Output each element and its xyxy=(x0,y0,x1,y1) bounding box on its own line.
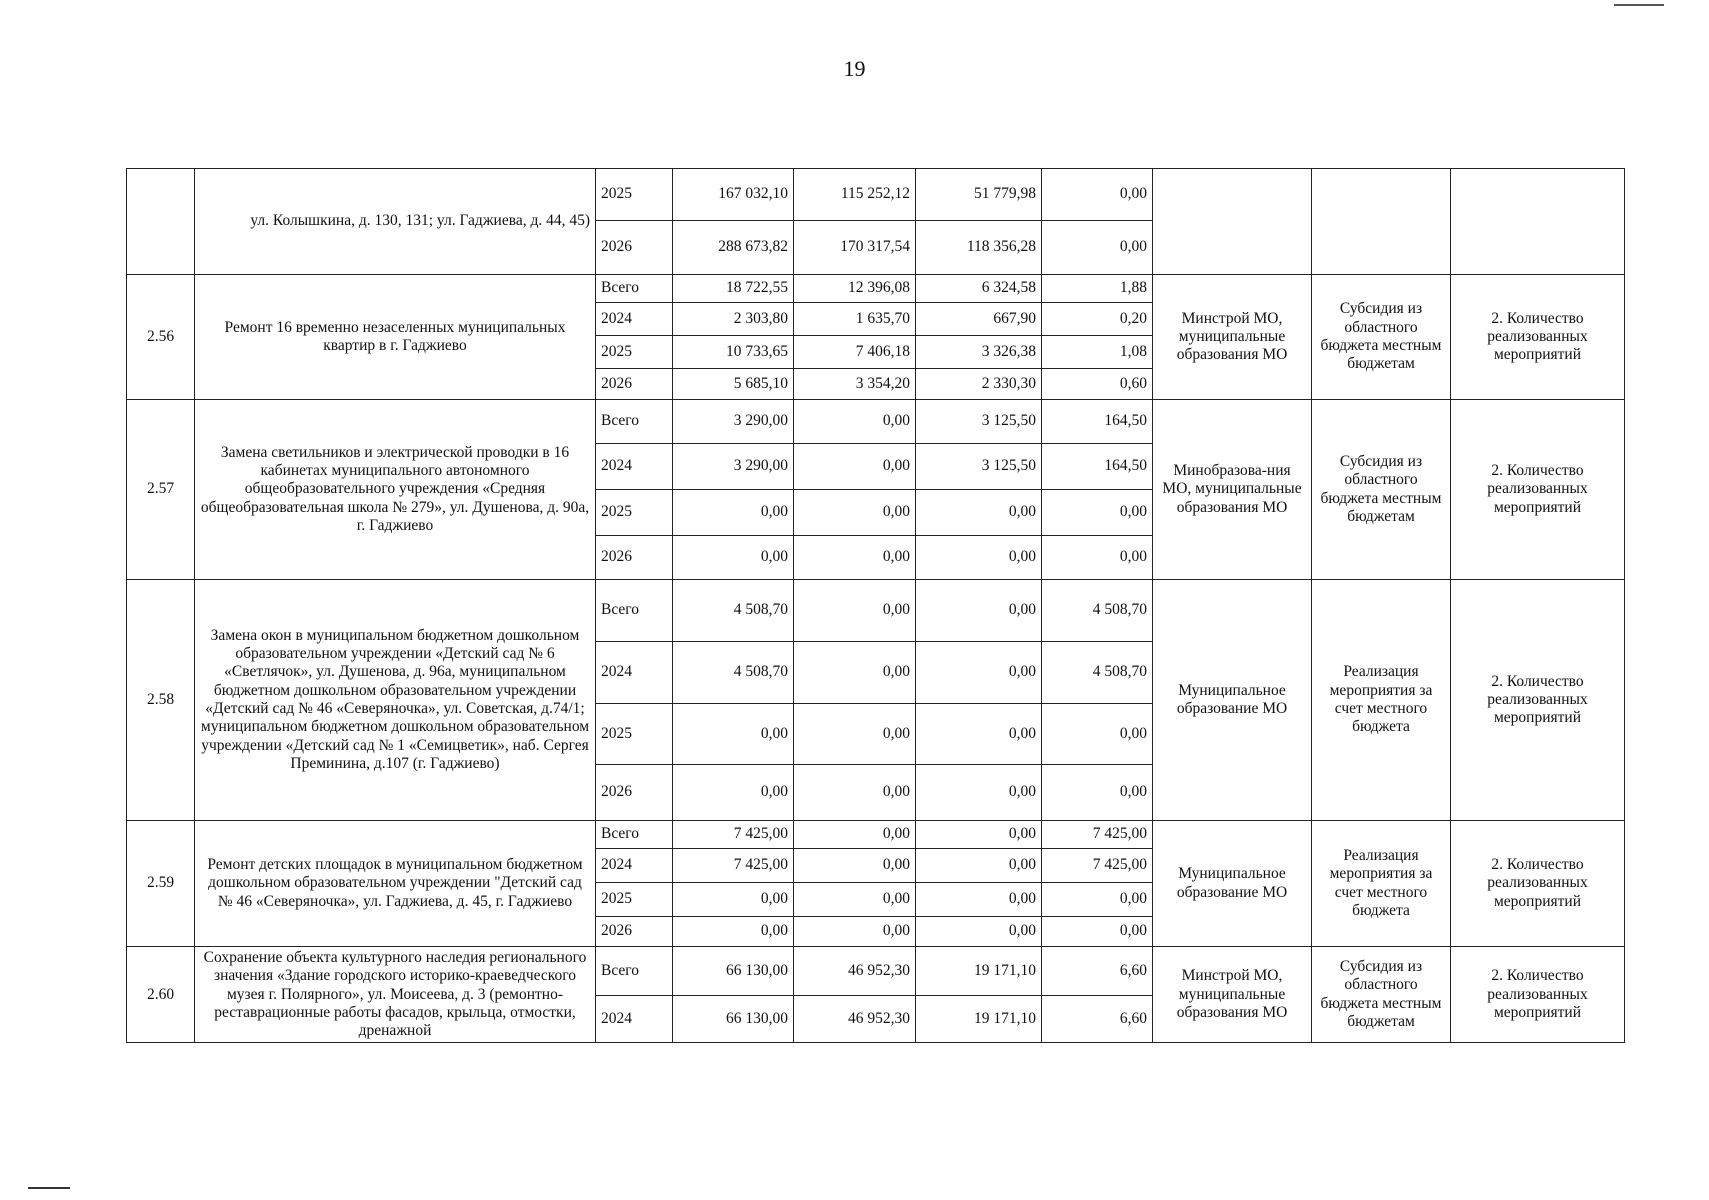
federal-cell: 0,00 xyxy=(794,536,916,580)
total-cell: 7 425,00 xyxy=(673,849,794,883)
year-cell: 2025 xyxy=(596,490,673,536)
regional-cell: 0,00 xyxy=(916,490,1042,536)
federal-cell: 7 406,18 xyxy=(794,336,916,369)
regional-cell: 0,00 xyxy=(916,917,1042,947)
total-cell: 0,00 xyxy=(673,704,794,765)
source-cell: Субсидия из областного бюджета местным бюджетам xyxy=(1312,400,1451,580)
executor-cell: Минстрой МО, муниципальные образования МО xyxy=(1153,947,1312,1043)
regional-cell: 0,00 xyxy=(916,704,1042,765)
year-cell: Всего xyxy=(596,947,673,996)
year-cell: 2024 xyxy=(596,444,673,490)
item-name: Замена окон в муниципальном бюджетном дошкольном образовательном учреждении «Детский сад № 6 «Светлячок», ул. Душенова, д. 96а, муниципальном бюджетном дошкольном образовательном учреждении «Детский сад № 46 «Северяночка», ул. Советская, д.74/1; муниципальном бюджетном дошкольном образовательном учреждении «Детский сад № 1 «Семицветик», наб. Сергея Преминина, д.107 (г. Гаджиево) xyxy=(195,580,596,821)
executor-cell: Минобразова-ния МО, муниципальные образования МО xyxy=(1153,400,1312,580)
federal-cell: 115 252,12 xyxy=(794,169,916,221)
executor-cell: Минстрой МО, муниципальные образования МО xyxy=(1153,275,1312,400)
year-cell: 2024 xyxy=(596,849,673,883)
source-cell: Реализация мероприятия за счет местного бюджета xyxy=(1312,580,1451,821)
federal-cell: 0,00 xyxy=(794,490,916,536)
federal-cell: 0,00 xyxy=(794,400,916,444)
year-cell: 2025 xyxy=(596,704,673,765)
total-cell: 288 673,82 xyxy=(673,221,794,275)
federal-cell: 0,00 xyxy=(794,704,916,765)
year-cell: 2025 xyxy=(596,883,673,917)
total-cell: 0,00 xyxy=(673,536,794,580)
item-number: 2.58 xyxy=(127,580,195,821)
regional-cell: 0,00 xyxy=(916,883,1042,917)
local-cell: 0,00 xyxy=(1042,169,1153,221)
local-cell: 0,00 xyxy=(1042,883,1153,917)
regional-cell: 0,00 xyxy=(916,821,1042,849)
total-cell: 167 032,10 xyxy=(673,169,794,221)
year-cell: Всего xyxy=(596,400,673,444)
year-cell: 2026 xyxy=(596,369,673,400)
local-cell: 164,50 xyxy=(1042,444,1153,490)
local-cell: 0,00 xyxy=(1042,917,1153,947)
federal-cell: 0,00 xyxy=(794,821,916,849)
year-cell: 2024 xyxy=(596,996,673,1043)
total-cell: 18 722,55 xyxy=(673,275,794,303)
total-cell: 66 130,00 xyxy=(673,947,794,996)
item-name: Замена светильников и электрической проводки в 16 кабинетах муниципального автономного общеобразовательного учреждения «Средняя общеобразовательная школа № 279», ул. Душенова, д. 90а, г. Гаджиево xyxy=(195,400,596,580)
regional-cell: 3 326,38 xyxy=(916,336,1042,369)
total-cell: 0,00 xyxy=(673,883,794,917)
regional-cell: 0,00 xyxy=(916,849,1042,883)
federal-cell: 170 317,54 xyxy=(794,221,916,275)
regional-cell: 0,00 xyxy=(916,536,1042,580)
total-cell: 3 290,00 xyxy=(673,400,794,444)
result-cell: 2. Количество реализованных мероприятий xyxy=(1451,947,1625,1043)
regional-cell: 19 171,10 xyxy=(916,996,1042,1043)
local-cell: 0,00 xyxy=(1042,536,1153,580)
federal-cell: 3 354,20 xyxy=(794,369,916,400)
scan-mark-top xyxy=(1614,4,1664,6)
local-cell: 7 425,00 xyxy=(1042,821,1153,849)
total-cell: 0,00 xyxy=(673,917,794,947)
year-cell: 2026 xyxy=(596,917,673,947)
executor-cell: Муниципальное образование МО xyxy=(1153,821,1312,947)
local-cell: 164,50 xyxy=(1042,400,1153,444)
year-cell: 2025 xyxy=(596,169,673,221)
year-cell: 2025 xyxy=(596,336,673,369)
item-name: ул. Колышкина, д. 130, 131; ул. Гаджиева, д. 44, 45) xyxy=(195,169,596,275)
total-cell: 0,00 xyxy=(673,490,794,536)
table-row xyxy=(127,169,1625,221)
result-cell: 2. Количество реализованных мероприятий xyxy=(1451,821,1625,947)
regional-cell: 3 125,50 xyxy=(916,400,1042,444)
source-cell: Реализация мероприятия за счет местного бюджета xyxy=(1312,821,1451,947)
total-cell: 0,00 xyxy=(673,765,794,821)
federal-cell: 0,00 xyxy=(794,883,916,917)
total-cell: 4 508,70 xyxy=(673,642,794,704)
federal-cell: 0,00 xyxy=(794,849,916,883)
total-cell: 2 303,80 xyxy=(673,303,794,336)
total-cell: 10 733,65 xyxy=(673,336,794,369)
result-cell: 2. Количество реализованных мероприятий xyxy=(1451,580,1625,821)
source-cell: Субсидия из областного бюджета местным бюджетам xyxy=(1312,275,1451,400)
federal-cell: 0,00 xyxy=(794,917,916,947)
year-cell: 2026 xyxy=(596,221,673,275)
local-cell: 4 508,70 xyxy=(1042,580,1153,642)
table-row xyxy=(127,947,1625,996)
regional-cell: 667,90 xyxy=(916,303,1042,336)
total-cell: 7 425,00 xyxy=(673,821,794,849)
total-cell: 5 685,10 xyxy=(673,369,794,400)
regional-cell: 0,00 xyxy=(916,642,1042,704)
year-cell: Всего xyxy=(596,821,673,849)
regional-cell: 6 324,58 xyxy=(916,275,1042,303)
result-cell xyxy=(1451,169,1625,275)
item-number: 2.59 xyxy=(127,821,195,947)
federal-cell: 46 952,30 xyxy=(794,947,916,996)
budget-table xyxy=(126,168,1625,1043)
local-cell: 4 508,70 xyxy=(1042,642,1153,704)
federal-cell: 12 396,08 xyxy=(794,275,916,303)
item-number xyxy=(127,169,195,275)
source-cell: Субсидия из областного бюджета местным бюджетам xyxy=(1312,947,1451,1043)
federal-cell: 0,00 xyxy=(794,444,916,490)
local-cell: 0,20 xyxy=(1042,303,1153,336)
local-cell: 7 425,00 xyxy=(1042,849,1153,883)
local-cell: 6,60 xyxy=(1042,947,1153,996)
local-cell: 1,88 xyxy=(1042,275,1153,303)
item-name: Ремонт детских площадок в муниципальном бюджетном дошкольном образовательном учреждении "Детский сад № 46 «Северяночка», ул. Гаджиева, д. 45, г. Гаджиево xyxy=(195,821,596,947)
result-cell: 2. Количество реализованных мероприятий xyxy=(1451,275,1625,400)
federal-cell: 46 952,30 xyxy=(794,996,916,1043)
year-cell: 2026 xyxy=(596,765,673,821)
local-cell: 1,08 xyxy=(1042,336,1153,369)
local-cell: 0,00 xyxy=(1042,704,1153,765)
total-cell: 4 508,70 xyxy=(673,580,794,642)
table-row xyxy=(127,821,1625,849)
regional-cell: 0,00 xyxy=(916,765,1042,821)
year-cell: Всего xyxy=(596,580,673,642)
federal-cell: 1 635,70 xyxy=(794,303,916,336)
local-cell: 0,00 xyxy=(1042,221,1153,275)
local-cell: 0,60 xyxy=(1042,369,1153,400)
total-cell: 3 290,00 xyxy=(673,444,794,490)
result-cell: 2. Количество реализованных мероприятий xyxy=(1451,400,1625,580)
local-cell: 0,00 xyxy=(1042,490,1153,536)
federal-cell: 0,00 xyxy=(794,580,916,642)
federal-cell: 0,00 xyxy=(794,765,916,821)
item-number: 2.57 xyxy=(127,400,195,580)
item-name: Сохранение объекта культурного наследия регионального значения «Здание городского историко-краеведческого музея г. Полярного», ул. Моисеева, д. 3 (ремонтно-реставрационные работы фасадов, крыльца, отмостки, дренажной xyxy=(195,947,596,1043)
regional-cell: 118 356,28 xyxy=(916,221,1042,275)
regional-cell: 3 125,50 xyxy=(916,444,1042,490)
regional-cell: 0,00 xyxy=(916,580,1042,642)
table-row xyxy=(127,400,1625,444)
total-cell: 66 130,00 xyxy=(673,996,794,1043)
item-name: Ремонт 16 временно незаселенных муниципальных квартир в г. Гаджиево xyxy=(195,275,596,400)
scan-mark-bottom xyxy=(28,1187,70,1189)
regional-cell: 19 171,10 xyxy=(916,947,1042,996)
executor-cell xyxy=(1153,169,1312,275)
item-number: 2.56 xyxy=(127,275,195,400)
regional-cell: 51 779,98 xyxy=(916,169,1042,221)
regional-cell: 2 330,30 xyxy=(916,369,1042,400)
local-cell: 0,00 xyxy=(1042,765,1153,821)
year-cell: 2024 xyxy=(596,303,673,336)
page-number: 19 xyxy=(843,56,866,81)
table-row xyxy=(127,580,1625,642)
table-row xyxy=(127,275,1625,303)
item-number: 2.60 xyxy=(127,947,195,1043)
year-cell: Всего xyxy=(596,275,673,303)
source-cell xyxy=(1312,169,1451,275)
year-cell: 2024 xyxy=(596,642,673,704)
local-cell: 6,60 xyxy=(1042,996,1153,1043)
federal-cell: 0,00 xyxy=(794,642,916,704)
year-cell: 2026 xyxy=(596,536,673,580)
executor-cell: Муниципальное образование МО xyxy=(1153,580,1312,821)
